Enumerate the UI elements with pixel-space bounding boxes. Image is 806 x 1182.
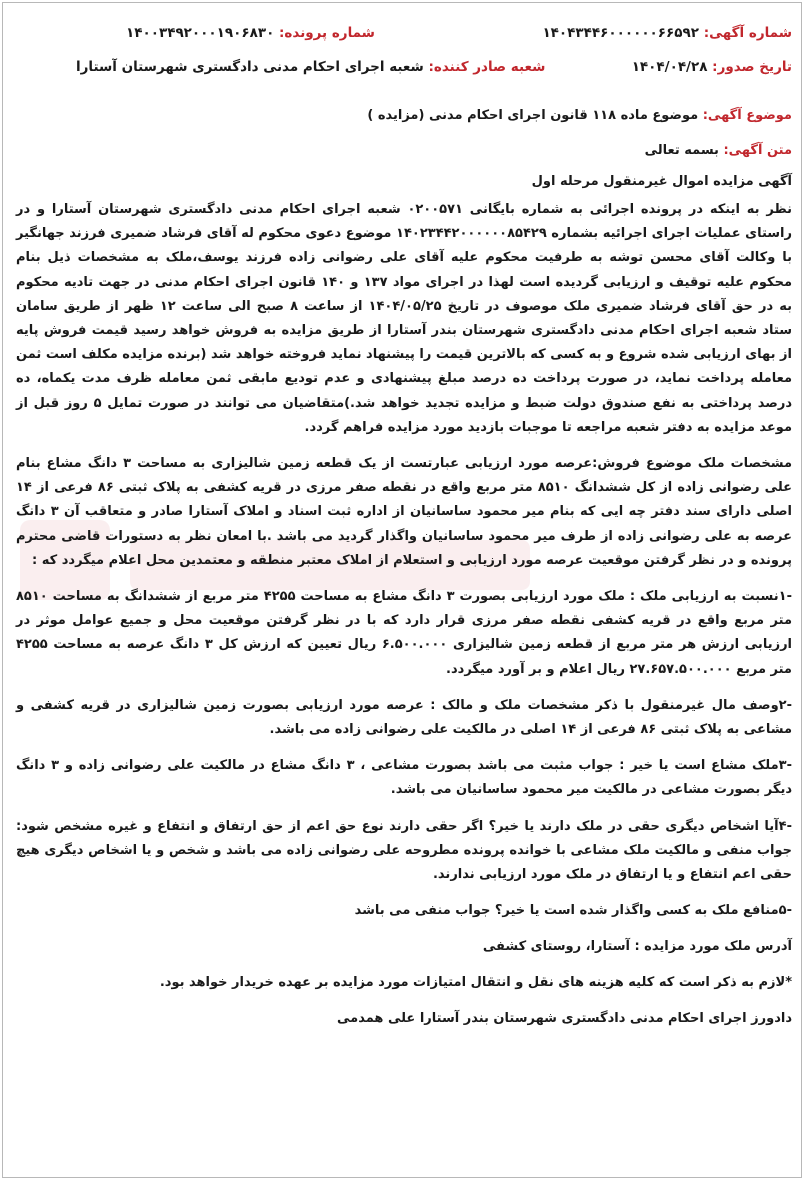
note-line: *لازم به ذکر است که کلیه هزینه های نقل و انتقال امتیازات مورد مزایده بر عهده خریدار خواهد بود. — [159, 975, 792, 991]
case-number — [126, 16, 375, 50]
intro-paragraph: نظر به اینکه در پرونده اجرائی به شماره بایگانی ۰۲۰۰۵۷۱ شعبه اجرای احکام مدنی دادگستری شهرستان آستارا و در راستای عملیات اجرای اجرائیه بشماره ۱۴۰۲۳۴۴۲۰۰۰۰۰۰۸۵۴۲۹ موضوع دعوی محکوم له آقای فرشاد ضمیری فرزند جهانگیر با وکالت آقای محسن توشه به طرفیت محکوم علیه آقای علی رضوانی زاده فرزند یوسف،ملک به مشخصات ذیل بنام محکوم علیه توقیف و ارزیابی گردیده است لهذا در اجرای مواد ۱۳۷ و ۱۴۰ قانون اجرای احکام مدنی در جهت تادیه محکوم به در حق آقای فرشاد ضمیری ملک موصوف در تاریخ ۱۴۰۴/۰۵/۲۵ از ساعت ۸ صبح الی ساعت ۱۲ ظهر از طریق سامان ستاد شعبه اجرای احکام مدنی دادگستری شهرستان بندر آستارا از طریق مزایده به فروش خواهد رسید قیمت فروش پایه از بهای ارزیابی شده شروع و به کسی که بالاترین قیمت را پیشنهاد نماید فروخته خواهد شد (برنده مزایده مکلف است ثمن معامله پرداخت نماید، در صورت پرداخت ده درصد مبلغ پیشنهادی و عدم تودیع مابقی ثمن معامله ظرف مدت یکماه، ده درصد پرداختی به نفع صندوق دولت ضبط و مزایده تجدید خواهد شد.)متقاضیان می توانند در صورت تمایل ۵ روز قبل از موعد مزایده به دفتر شعبه مراجعه تا موجبات بازدید مورد مزایده فراهم گردد. — [16, 202, 793, 435]
header-row-1 — [16, 16, 792, 50]
case-number-value: ۱۴۰۰۳۴۹۲۰۰۰۱۹۰۶۸۳۰ — [126, 25, 275, 41]
subject-value: موضوع ماده ۱۱۸ قانون اجرای احکام مدنی (مزایده ) — [367, 108, 699, 123]
item-4-paragraph: -۴آیا اشخاص دیگری حقی در ملک دارند یا خیر؟ اگر حقی دارند نوع حق اعم از حق ارتفاق و انتفاع و غیره مشخص شود: جواب منفی و مالکیت ملک مشاعی با خوانده پرونده مطروحه علی رضوانی زاده می باشد و شخص و یا اشخاص دیگری هیچ حقی اعم انتفاع و یا ارتفاق در ملک مورد ارزیابی ندارند. — [16, 818, 792, 883]
text-label-value: بسمه تعالی — [644, 143, 719, 158]
item-1-paragraph: -۱نسبت به ارزیابی ملک : ملک مورد ارزیابی بصورت ۳ دانگ مشاع به مساحت ۴۲۵۵ متر مربع از ششدانگ به مساحت ۸۵۱۰ متر مربع واقع در قریه کشفی نقطه صفر مرزی قرار دارد که با در نظر گرفتن موقعیت محل و جمیع عوامل موثر در ارزیابی ارزش هر متر مربع از قطعه زمین شالیزاری ۶.۵۰۰.۰۰۰ ریال تعیین که ارزش کل ۳ دانگ عرصه به مساحت ۴۲۵۵ متر مربع ۲۷.۶۵۷.۵۰۰.۰۰۰ ریال اعلام و بر آورد میگردد. — [16, 589, 793, 677]
item-5-line: -۵منافع ملک به کسی واگذار شده است یا خیر؟ جواب منفی می باشد — [354, 903, 792, 919]
header-row-2 — [16, 50, 792, 84]
case-number-label: شماره پرونده: — [279, 25, 375, 41]
issuer-label: شعبه صادر کننده: — [428, 59, 546, 75]
property-spec-paragraph: مشخصات ملک موضوع فروش:عرصه مورد ارزیابی عبارتست از یک قطعه زمین شالیزاری به مساحت ۳ دانگ مشاع بنام علی رضوانی زاده از کل ششدانگ ۸۵۱۰ متر مربع واقع در نقطه صفر مرزی در قریه کشفی به پلاک ثبتی ۸۶ فرعی از ۱۴ اصلی دارای سند دفتر چه ایی که بنام میر محمود ساسانیان از اداره ثبت اسناد و املاک آستارا صادر و متعاقب آن ۳ دانگ عرصه به علی رضوانی زاده از طرف میر محمود ساسانیان واگذار گردید می باشد .با امعان نظر به دستورات قاضی محترم پرونده و در نظر گرفتن موقعیت عرصه مورد ارزیابی و استعلام از املاک معتبر منطقه و معتمدین محل اعلام میگردد که : — [16, 456, 793, 568]
item-3-paragraph: -۳ملک مشاع است یا خیر : جواب مثبت می باشد بصورت مشاعی ، ۳ دانگ مشاع در مالکیت علی رضوانی زاده و ۳ دانگ دیگر بصورت مشاعی در مالکیت میر محمود ساسانیان می باشد. — [16, 758, 792, 798]
issue-date-label: تاریخ صدور: — [712, 59, 792, 75]
item-2-paragraph: -۲وصف مال غیرمنقول با ذکر مشخصات ملک و مالک : عرصه مورد ارزیابی بصورت زمین شالیزاری در قریه کشفی و مشاعی به پلاک ثبتی ۸۶ فرعی از ۱۴ اصلی در مالکیت علی رضوانی زاده می باشد. — [16, 697, 792, 738]
text-label: متن آگهی: — [723, 143, 792, 158]
ad-number — [542, 16, 792, 50]
notice-title: آگهی مزایده اموال غیرمنقول مرحله اول — [531, 174, 792, 189]
ad-number-label: شماره آگهی: — [703, 25, 792, 41]
subject-row — [16, 104, 792, 128]
address-line: آدرس ملک مورد مزایده : آستارا، روستای کشفی — [482, 939, 792, 955]
subject-label: موضوع آگهی: — [702, 108, 792, 123]
issue-date — [632, 50, 792, 84]
issuer-value: شعبه اجرای احکام مدنی دادگستری شهرستان آستارا — [76, 59, 424, 75]
issuer — [76, 50, 545, 84]
signature-line: دادورز اجرای احکام مدنی دادگستری شهرستان بندر آستارا علی همدمی — [337, 1011, 792, 1027]
ad-number-value: ۱۴۰۴۳۴۴۶۰۰۰۰۰۰۶۶۵۹۲ — [542, 25, 699, 41]
issue-date-value: ۱۴۰۴/۰۴/۲۸ — [631, 59, 708, 75]
text-label-row — [16, 136, 792, 166]
